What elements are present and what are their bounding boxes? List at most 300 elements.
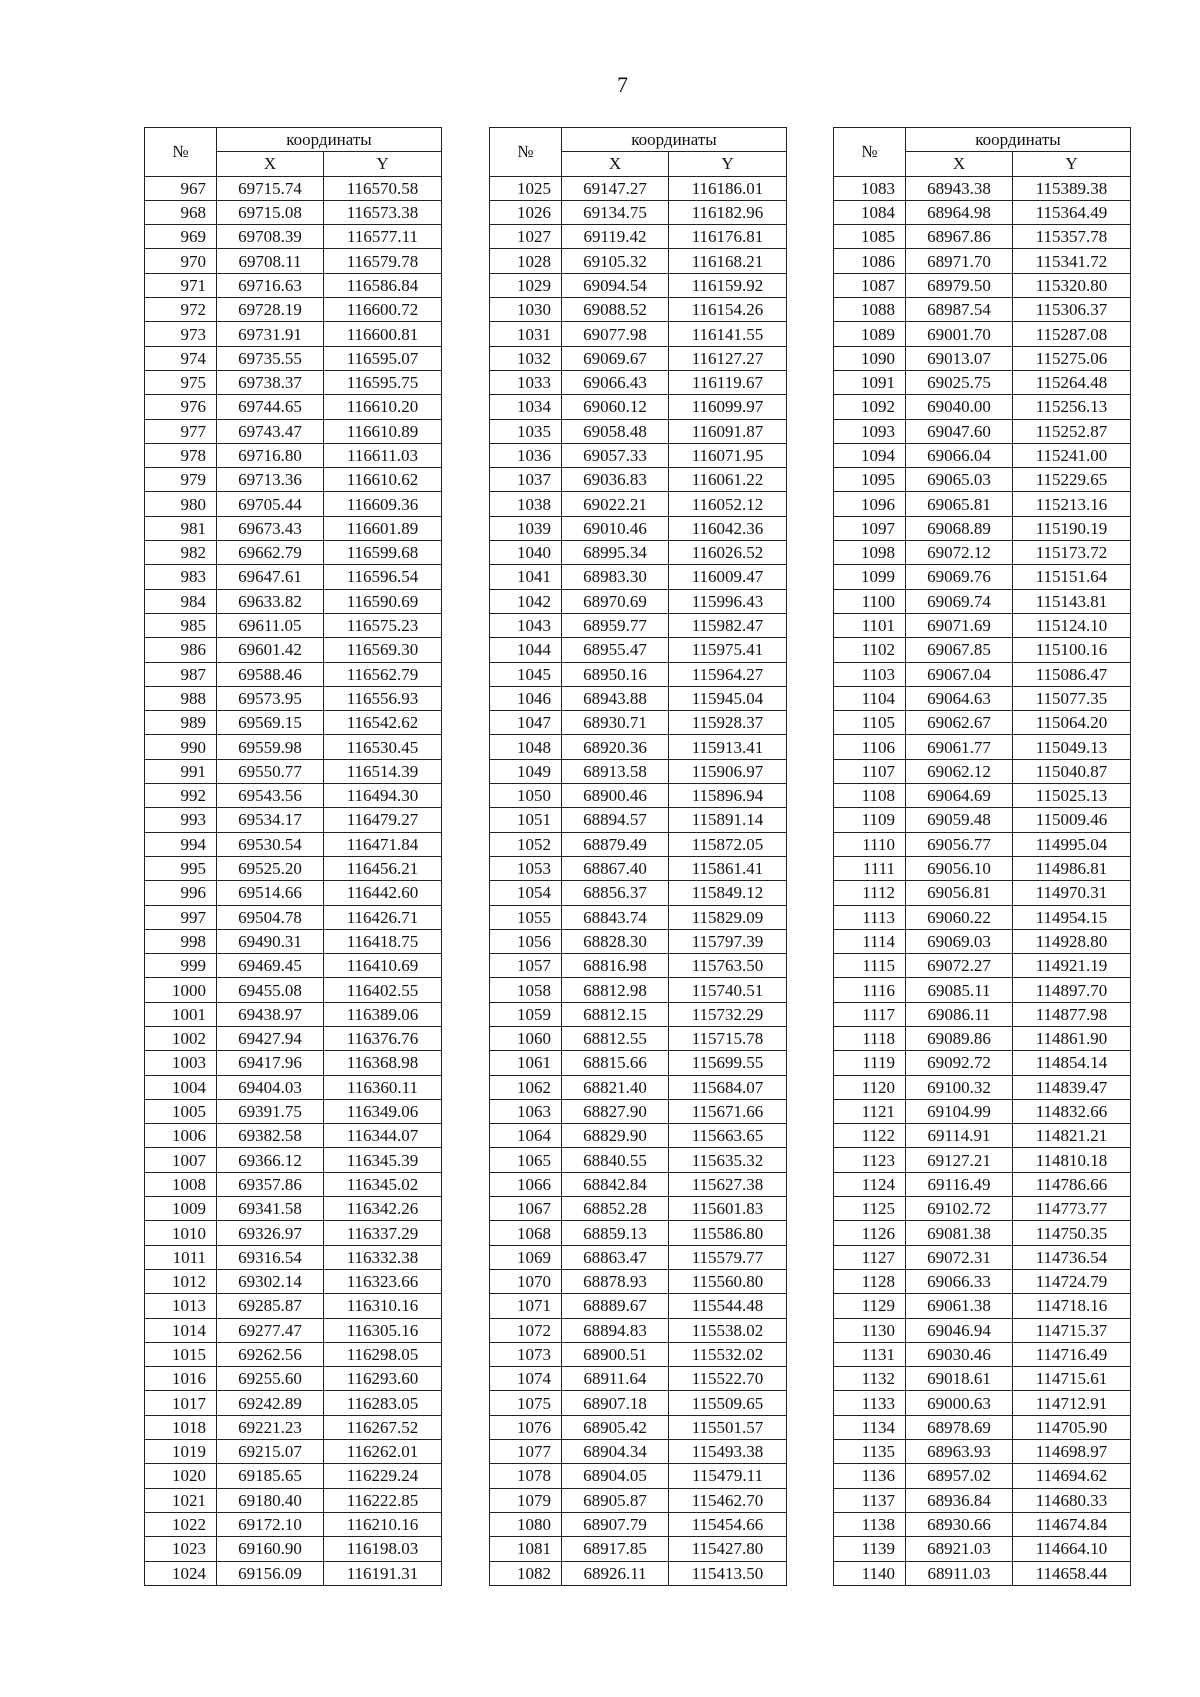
table-row (490, 832, 787, 856)
y-coordinate-cell: 115213.16 (1013, 492, 1131, 516)
point-number-cell: 1032 (490, 346, 562, 370)
point-number-cell: 974 (145, 346, 217, 370)
point-number-cell: 1049 (490, 759, 562, 783)
table-row (834, 1488, 1131, 1512)
x-coordinate-cell: 69221.23 (217, 1415, 324, 1439)
y-coordinate-cell: 115364.49 (1013, 200, 1131, 224)
x-header: X (906, 152, 1013, 176)
x-coordinate-cell: 69081.38 (906, 1221, 1013, 1245)
x-coordinate-cell: 69708.11 (217, 249, 324, 273)
point-number-cell: 1121 (834, 1099, 906, 1123)
point-number-cell: 1011 (145, 1245, 217, 1269)
table-row (145, 832, 442, 856)
point-number-cell: 971 (145, 273, 217, 297)
x-coordinate-cell: 68812.98 (562, 978, 669, 1002)
x-coordinate-cell: 69417.96 (217, 1051, 324, 1075)
x-coordinate-cell: 69040.00 (906, 395, 1013, 419)
y-coordinate-cell: 116590.69 (324, 589, 442, 613)
table-row (490, 249, 787, 273)
x-coordinate-cell: 69215.07 (217, 1440, 324, 1464)
point-number-cell: 1090 (834, 346, 906, 370)
table-row (834, 346, 1131, 370)
table-body (490, 176, 787, 1585)
y-coordinate-cell: 116410.69 (324, 954, 442, 978)
table-row (834, 1391, 1131, 1415)
x-coordinate-cell: 69504.78 (217, 905, 324, 929)
y-coordinate-cell: 116595.75 (324, 370, 442, 394)
point-number-cell: 1092 (834, 395, 906, 419)
y-coordinate-cell: 116609.36 (324, 492, 442, 516)
y-coordinate-cell: 115684.07 (669, 1075, 787, 1099)
point-number-cell: 989 (145, 711, 217, 735)
y-coordinate-cell: 115579.77 (669, 1245, 787, 1269)
table-row (834, 881, 1131, 905)
table-row (834, 516, 1131, 540)
y-coordinate-cell: 116479.27 (324, 808, 442, 832)
table-row (145, 638, 442, 662)
table-row (145, 589, 442, 613)
y-coordinate-cell: 114715.61 (1013, 1367, 1131, 1391)
table-row (145, 1318, 442, 1342)
point-number-cell: 990 (145, 735, 217, 759)
table-row (145, 370, 442, 394)
y-coordinate-cell: 115671.66 (669, 1099, 787, 1123)
point-number-cell: 1056 (490, 929, 562, 953)
x-coordinate-cell: 68921.03 (906, 1537, 1013, 1561)
x-coordinate-cell: 69255.60 (217, 1367, 324, 1391)
y-coordinate-cell: 115256.13 (1013, 395, 1131, 419)
number-header: № (834, 128, 906, 177)
table-row (145, 1561, 442, 1585)
point-number-cell: 1071 (490, 1294, 562, 1318)
table-row (145, 516, 442, 540)
table-row (145, 346, 442, 370)
table-row (834, 784, 1131, 808)
y-coordinate-cell: 116599.68 (324, 541, 442, 565)
y-coordinate-cell: 115275.06 (1013, 346, 1131, 370)
y-coordinate-cell: 114736.54 (1013, 1245, 1131, 1269)
y-coordinate-cell: 116229.24 (324, 1464, 442, 1488)
point-number-cell: 1101 (834, 613, 906, 637)
table-row (490, 1391, 787, 1415)
y-coordinate-cell: 115635.32 (669, 1148, 787, 1172)
y-coordinate-cell: 114854.14 (1013, 1051, 1131, 1075)
y-coordinate-cell: 116283.05 (324, 1391, 442, 1415)
y-coordinate-cell: 116376.76 (324, 1026, 442, 1050)
table-row (834, 1512, 1131, 1536)
y-coordinate-cell: 115849.12 (669, 881, 787, 905)
point-number-cell: 1099 (834, 565, 906, 589)
x-coordinate-cell: 69088.52 (562, 298, 669, 322)
x-coordinate-cell: 69047.60 (906, 419, 1013, 443)
number-header: № (490, 128, 562, 177)
table-row (834, 832, 1131, 856)
point-number-cell: 1052 (490, 832, 562, 856)
point-number-cell: 1047 (490, 711, 562, 735)
table-row (145, 1099, 442, 1123)
x-coordinate-cell: 69316.54 (217, 1245, 324, 1269)
point-number-cell: 1028 (490, 249, 562, 273)
x-coordinate-cell: 69066.43 (562, 370, 669, 394)
y-coordinate-cell: 114995.04 (1013, 832, 1131, 856)
table-row (490, 735, 787, 759)
y-coordinate-cell: 116298.05 (324, 1342, 442, 1366)
table-row (145, 273, 442, 297)
x-coordinate-cell: 69105.32 (562, 249, 669, 273)
x-coordinate-cell: 69382.58 (217, 1124, 324, 1148)
point-number-cell: 1040 (490, 541, 562, 565)
x-coordinate-cell: 68821.40 (562, 1075, 669, 1099)
y-coordinate-cell: 116600.81 (324, 322, 442, 346)
point-number-cell: 1072 (490, 1318, 562, 1342)
table-row (145, 1051, 442, 1075)
point-number-cell: 1046 (490, 686, 562, 710)
x-coordinate-cell: 68852.28 (562, 1197, 669, 1221)
point-number-cell: 998 (145, 929, 217, 953)
table-row (834, 759, 1131, 783)
table-row (834, 613, 1131, 637)
x-coordinate-cell: 69102.72 (906, 1197, 1013, 1221)
y-coordinate-cell: 114821.21 (1013, 1124, 1131, 1148)
x-coordinate-cell: 69069.67 (562, 346, 669, 370)
y-coordinate-cell: 116562.79 (324, 662, 442, 686)
point-number-cell: 1112 (834, 881, 906, 905)
y-coordinate-cell: 115287.08 (1013, 322, 1131, 346)
point-number-cell: 1075 (490, 1391, 562, 1415)
point-number-cell: 1045 (490, 662, 562, 686)
y-coordinate-cell: 116530.45 (324, 735, 442, 759)
point-number-cell: 1074 (490, 1367, 562, 1391)
x-coordinate-cell: 69069.76 (906, 565, 1013, 589)
y-coordinate-cell: 115544.48 (669, 1294, 787, 1318)
x-coordinate-cell: 68926.11 (562, 1561, 669, 1585)
point-number-cell: 1127 (834, 1245, 906, 1269)
table-row (490, 1512, 787, 1536)
y-coordinate-cell: 115975.41 (669, 638, 787, 662)
y-coordinate-cell: 114773.77 (1013, 1197, 1131, 1221)
point-number-cell: 1091 (834, 370, 906, 394)
table-row (145, 954, 442, 978)
y-coordinate-cell: 115264.48 (1013, 370, 1131, 394)
table-row (145, 1415, 442, 1439)
x-coordinate-cell: 69022.21 (562, 492, 669, 516)
x-coordinate-cell: 69326.97 (217, 1221, 324, 1245)
point-number-cell: 1122 (834, 1124, 906, 1148)
y-coordinate-cell: 116345.39 (324, 1148, 442, 1172)
y-coordinate-cell: 116442.60 (324, 881, 442, 905)
table-row (145, 200, 442, 224)
table-row (145, 1294, 442, 1318)
y-coordinate-cell: 115829.09 (669, 905, 787, 929)
y-coordinate-cell: 116600.72 (324, 298, 442, 322)
table-row (834, 1464, 1131, 1488)
x-coordinate-cell: 69066.33 (906, 1269, 1013, 1293)
y-coordinate-cell: 116159.92 (669, 273, 787, 297)
point-number-cell: 1107 (834, 759, 906, 783)
x-coordinate-cell: 69633.82 (217, 589, 324, 613)
table-row (145, 565, 442, 589)
y-coordinate-cell: 116186.01 (669, 176, 787, 200)
y-coordinate-cell: 114954.15 (1013, 905, 1131, 929)
y-coordinate-cell: 114698.97 (1013, 1440, 1131, 1464)
y-coordinate-cell: 114715.37 (1013, 1318, 1131, 1342)
table-row (834, 273, 1131, 297)
y-coordinate-cell: 116611.03 (324, 443, 442, 467)
x-header: X (217, 152, 324, 176)
point-number-cell: 1126 (834, 1221, 906, 1245)
table-row (145, 1221, 442, 1245)
y-coordinate-cell: 114921.19 (1013, 954, 1131, 978)
y-coordinate-cell: 115009.46 (1013, 808, 1131, 832)
table-row (145, 1026, 442, 1050)
coordinates-table (144, 127, 442, 1586)
point-number-cell: 1117 (834, 1002, 906, 1026)
y-coordinate-cell: 114877.98 (1013, 1002, 1131, 1026)
table-row (490, 905, 787, 929)
x-coordinate-cell: 68963.93 (906, 1440, 1013, 1464)
x-coordinate-cell: 69036.83 (562, 468, 669, 492)
x-coordinate-cell: 69085.11 (906, 978, 1013, 1002)
table-row (490, 1367, 787, 1391)
x-coordinate-cell: 68911.03 (906, 1561, 1013, 1585)
y-coordinate-cell: 115077.35 (1013, 686, 1131, 710)
point-number-cell: 997 (145, 905, 217, 929)
x-coordinate-cell: 69469.45 (217, 954, 324, 978)
y-coordinate-cell: 116494.30 (324, 784, 442, 808)
table-row (490, 1221, 787, 1245)
table-row (490, 1197, 787, 1221)
table-row (490, 1488, 787, 1512)
table-row (145, 735, 442, 759)
y-coordinate-cell: 115341.72 (1013, 249, 1131, 273)
x-coordinate-cell: 68827.90 (562, 1099, 669, 1123)
table-row (490, 929, 787, 953)
table-row (490, 200, 787, 224)
table-row (834, 1561, 1131, 1585)
table-row (490, 541, 787, 565)
table-row (145, 929, 442, 953)
point-number-cell: 1135 (834, 1440, 906, 1464)
y-coordinate-cell: 115532.02 (669, 1342, 787, 1366)
y-coordinate-cell: 116323.66 (324, 1269, 442, 1293)
table-row (834, 1245, 1131, 1269)
table-row (490, 1245, 787, 1269)
point-number-cell: 1108 (834, 784, 906, 808)
coordinates-table (489, 127, 787, 1586)
x-coordinate-cell: 68904.34 (562, 1440, 669, 1464)
x-coordinate-cell: 69127.21 (906, 1148, 1013, 1172)
point-number-cell: 1035 (490, 419, 562, 443)
x-coordinate-cell: 68859.13 (562, 1221, 669, 1245)
table-row (145, 249, 442, 273)
y-coordinate-cell: 115896.94 (669, 784, 787, 808)
y-coordinate-cell: 115173.72 (1013, 541, 1131, 565)
x-coordinate-cell: 69064.63 (906, 686, 1013, 710)
point-number-cell: 1096 (834, 492, 906, 516)
y-coordinate-cell: 114970.31 (1013, 881, 1131, 905)
table-row (834, 1099, 1131, 1123)
y-coordinate-cell: 115124.10 (1013, 613, 1131, 637)
point-number-cell: 1009 (145, 1197, 217, 1221)
y-coordinate-cell: 116071.95 (669, 443, 787, 467)
x-coordinate-cell: 69588.46 (217, 662, 324, 686)
point-number-cell: 1025 (490, 176, 562, 200)
point-number-cell: 1087 (834, 273, 906, 297)
x-coordinate-cell: 68856.37 (562, 881, 669, 905)
y-coordinate-cell: 115190.19 (1013, 516, 1131, 540)
point-number-cell: 1093 (834, 419, 906, 443)
y-coordinate-cell: 115241.00 (1013, 443, 1131, 467)
table-row (490, 978, 787, 1002)
table-row (834, 1415, 1131, 1439)
y-coordinate-cell: 116191.31 (324, 1561, 442, 1585)
point-number-cell: 995 (145, 856, 217, 880)
point-number-cell: 1133 (834, 1391, 906, 1415)
point-number-cell: 1062 (490, 1075, 562, 1099)
y-coordinate-cell: 115427.80 (669, 1537, 787, 1561)
y-coordinate-cell: 116042.36 (669, 516, 787, 540)
table-row (145, 1512, 442, 1536)
y-coordinate-cell: 115025.13 (1013, 784, 1131, 808)
point-number-cell: 1030 (490, 298, 562, 322)
point-number-cell: 976 (145, 395, 217, 419)
point-number-cell: 1017 (145, 1391, 217, 1415)
point-number-cell: 1111 (834, 856, 906, 880)
x-coordinate-cell: 68812.55 (562, 1026, 669, 1050)
table-row (834, 856, 1131, 880)
point-number-cell: 980 (145, 492, 217, 516)
y-coordinate-cell: 116154.26 (669, 298, 787, 322)
point-number-cell: 1132 (834, 1367, 906, 1391)
point-number-cell: 996 (145, 881, 217, 905)
table-body (145, 176, 442, 1585)
table-row (490, 419, 787, 443)
table-row (145, 881, 442, 905)
point-number-cell: 978 (145, 443, 217, 467)
y-coordinate-cell: 116168.21 (669, 249, 787, 273)
point-number-cell: 1136 (834, 1464, 906, 1488)
table-row (490, 1172, 787, 1196)
point-number-cell: 1069 (490, 1245, 562, 1269)
table-row (145, 856, 442, 880)
table-row (834, 1294, 1131, 1318)
x-coordinate-cell: 69530.54 (217, 832, 324, 856)
x-coordinate-cell: 69735.55 (217, 346, 324, 370)
x-coordinate-cell: 69058.48 (562, 419, 669, 443)
table-row (490, 1318, 787, 1342)
point-number-cell: 1103 (834, 662, 906, 686)
y-coordinate-cell: 115715.78 (669, 1026, 787, 1050)
point-number-cell: 1013 (145, 1294, 217, 1318)
x-coordinate-cell: 69068.89 (906, 516, 1013, 540)
point-number-cell: 1031 (490, 322, 562, 346)
x-coordinate-cell: 69000.63 (906, 1391, 1013, 1415)
point-number-cell: 982 (145, 541, 217, 565)
point-number-cell: 1060 (490, 1026, 562, 1050)
point-number-cell: 1057 (490, 954, 562, 978)
point-number-cell: 1041 (490, 565, 562, 589)
x-coordinate-cell: 69065.81 (906, 492, 1013, 516)
point-number-cell: 1024 (145, 1561, 217, 1585)
table-row (834, 1318, 1131, 1342)
point-number-cell: 1081 (490, 1537, 562, 1561)
point-number-cell: 1018 (145, 1415, 217, 1439)
x-coordinate-cell: 69156.09 (217, 1561, 324, 1585)
x-coordinate-cell: 69438.97 (217, 1002, 324, 1026)
point-number-cell: 1076 (490, 1415, 562, 1439)
x-coordinate-cell: 68840.55 (562, 1148, 669, 1172)
x-coordinate-cell: 69067.85 (906, 638, 1013, 662)
y-coordinate-cell: 115040.87 (1013, 759, 1131, 783)
table-row (490, 492, 787, 516)
point-number-cell: 1085 (834, 225, 906, 249)
x-coordinate-cell: 69066.04 (906, 443, 1013, 467)
x-coordinate-cell: 69715.74 (217, 176, 324, 200)
table-row (490, 395, 787, 419)
table-row (490, 1464, 787, 1488)
x-coordinate-cell: 69071.69 (906, 613, 1013, 637)
x-coordinate-cell: 69062.12 (906, 759, 1013, 783)
x-coordinate-cell: 69543.56 (217, 784, 324, 808)
point-number-cell: 1058 (490, 978, 562, 1002)
y-coordinate-cell: 116345.02 (324, 1172, 442, 1196)
y-coordinate-cell: 114716.49 (1013, 1342, 1131, 1366)
table-row (834, 541, 1131, 565)
table-row (834, 1051, 1131, 1075)
point-number-cell: 1070 (490, 1269, 562, 1293)
x-coordinate-cell: 68970.69 (562, 589, 669, 613)
x-coordinate-cell: 69086.11 (906, 1002, 1013, 1026)
x-coordinate-cell: 69119.42 (562, 225, 669, 249)
point-number-cell: 1002 (145, 1026, 217, 1050)
table-row (834, 322, 1131, 346)
table-row (834, 468, 1131, 492)
point-number-cell: 1042 (490, 589, 562, 613)
x-coordinate-cell: 68879.49 (562, 832, 669, 856)
table-row (490, 638, 787, 662)
x-coordinate-cell: 69065.03 (906, 468, 1013, 492)
x-coordinate-cell: 69114.91 (906, 1124, 1013, 1148)
x-coordinate-cell: 69160.90 (217, 1537, 324, 1561)
table-row (834, 1342, 1131, 1366)
point-number-cell: 1039 (490, 516, 562, 540)
table-row (145, 905, 442, 929)
table-row (490, 808, 787, 832)
table-row (834, 395, 1131, 419)
point-number-cell: 972 (145, 298, 217, 322)
y-coordinate-cell: 116389.06 (324, 1002, 442, 1026)
table-row (145, 711, 442, 735)
table-row (145, 1172, 442, 1196)
y-coordinate-cell: 116368.98 (324, 1051, 442, 1075)
point-number-cell: 992 (145, 784, 217, 808)
table-row (145, 1245, 442, 1269)
x-coordinate-cell: 69573.95 (217, 686, 324, 710)
table-row (490, 176, 787, 200)
point-number-cell: 1080 (490, 1512, 562, 1536)
point-number-cell: 1020 (145, 1464, 217, 1488)
table-row (145, 1367, 442, 1391)
point-number-cell: 1044 (490, 638, 562, 662)
table-row (490, 686, 787, 710)
point-number-cell: 1000 (145, 978, 217, 1002)
x-coordinate-cell: 68943.88 (562, 686, 669, 710)
point-number-cell: 1059 (490, 1002, 562, 1026)
point-number-cell: 1014 (145, 1318, 217, 1342)
y-coordinate-cell: 116573.38 (324, 200, 442, 224)
y-coordinate-cell: 116569.30 (324, 638, 442, 662)
table-row (834, 1075, 1131, 1099)
